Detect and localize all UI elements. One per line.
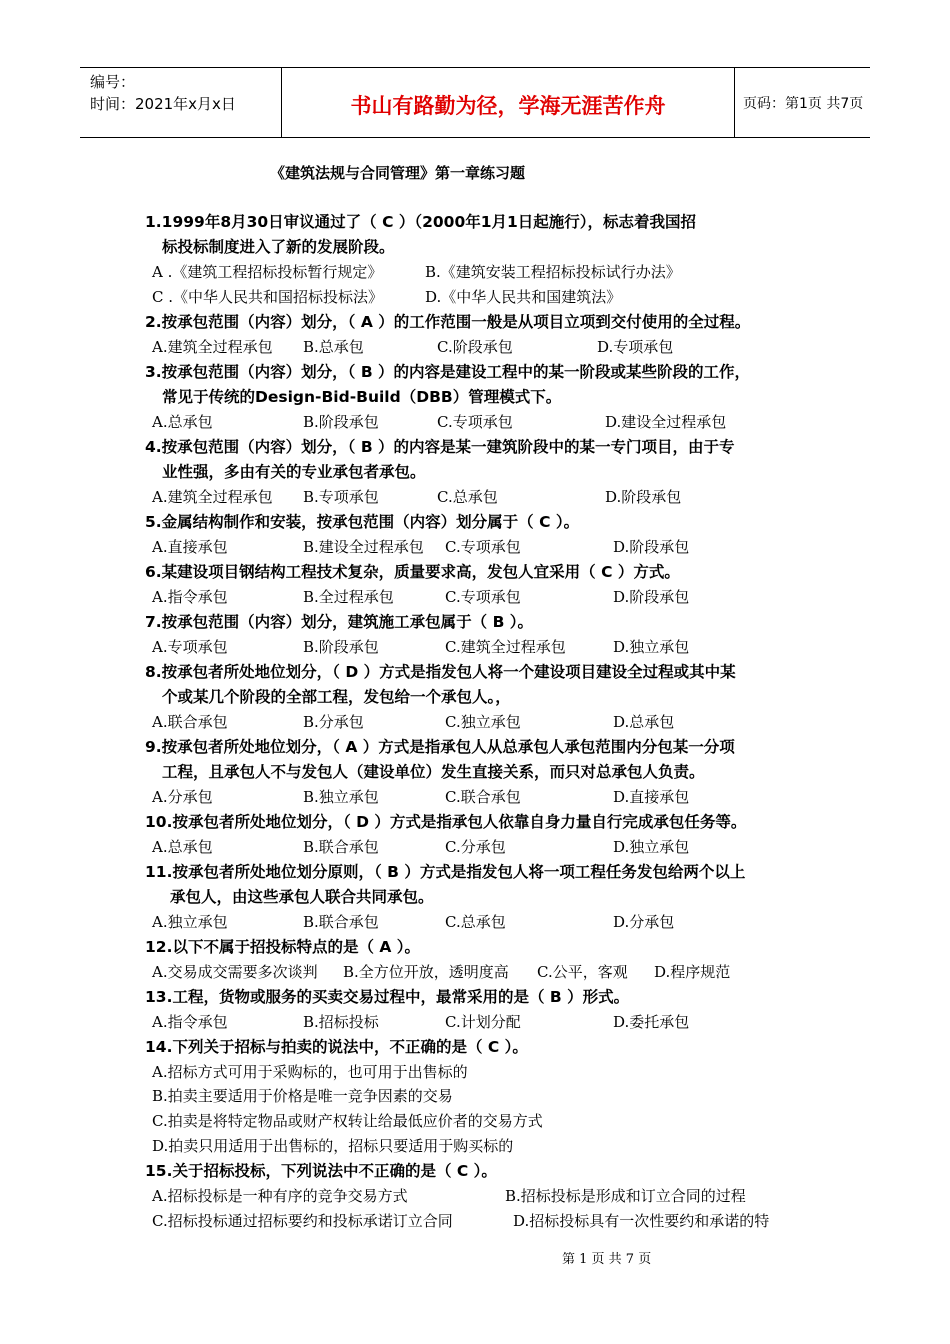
- question-8-line-2: 个或某几个阶段的全部工程，发包给一个承包人。，: [162, 688, 511, 706]
- question-8-option-b: B.分承包: [303, 713, 364, 731]
- page-footer: 第 1 页 共 7 页: [562, 1252, 652, 1267]
- question-2-option-c: C.阶段承包: [437, 338, 513, 356]
- question-7-option-a: A.专项承包: [152, 638, 228, 656]
- question-3-option-a: A.总承包: [152, 413, 213, 431]
- question-5-line-1: 5.金属结构制作和安装，按承包范围（内容）划分属于（ C ）。: [145, 513, 580, 531]
- question-1-option-a: A .《建筑工程招标投标暂行规定》: [152, 263, 383, 281]
- question-9-option-b: B.独立承包: [303, 788, 379, 806]
- question-14-option-c: C.拍卖是将特定物品或财产权转让给最低应价者的交易方式: [152, 1112, 543, 1130]
- question-3-line-1: 3.按承包范围（内容）划分，（ B ）的内容是建设工程中的某一阶段或某些阶段的工作，: [145, 363, 751, 381]
- question-14-option-d: D.拍卖只用适用于出售标的，招标只要适用于购买标的: [152, 1137, 514, 1155]
- question-9-line-2: 工程，且承包人不与发包人（建设单位）发生直接关系，而只对总承包人负责。: [162, 763, 705, 781]
- question-1-option-c: C .《中华人民共和国招标投标法》: [152, 288, 384, 306]
- question-15-option-d: D.招标投标具有一次性要约和承诺的特: [513, 1212, 770, 1230]
- question-4-option-a: A.建筑全过程承包: [152, 488, 273, 506]
- document-time-label: 时间：2021年x月x日: [90, 95, 236, 113]
- question-14-option-a: A.招标方式可用于采购标的，也可用于出售标的: [152, 1063, 468, 1081]
- question-10-option-b: B.联合承包: [303, 838, 379, 856]
- question-2-option-d: D.专项承包: [597, 338, 674, 356]
- document-title: 《建筑法规与合同管理》第一章练习题: [270, 164, 526, 182]
- question-8-option-d: D.总承包: [613, 713, 675, 731]
- question-15-option-c: C.招标投标通过招标要约和投标承诺订立合同: [152, 1212, 453, 1230]
- question-2-line-1: 2.按承包范围（内容）划分，（ A ）的工作范围一般是从项目立项到交付使用的全过程。: [145, 313, 751, 331]
- question-3-line-2: 常见于传统的Design-Bid-Build（DBB）管理模式下。: [162, 388, 562, 406]
- question-4-option-c: C.总承包: [437, 488, 498, 506]
- question-11-option-a: A.独立承包: [152, 913, 228, 931]
- question-14-line-1: 14.下列关于招标与拍卖的说法中，不正确的是（ C ）。: [145, 1038, 528, 1056]
- question-6-option-a: A.指令承包: [152, 588, 228, 606]
- question-15-option-a: A.招标投标是一种有序的竞争交易方式: [152, 1187, 408, 1205]
- question-12-option-b: B.全方位开放，透明度高: [343, 963, 509, 981]
- question-3-option-c: C.专项承包: [437, 413, 513, 431]
- question-12-line-1: 12.以下不属于招投标特点的是（ A ）。: [145, 938, 420, 956]
- question-7-option-d: D.独立承包: [613, 638, 690, 656]
- question-1-line-2: 标投标制度进入了新的发展阶段。: [162, 238, 395, 256]
- question-2-option-b: B.总承包: [303, 338, 364, 356]
- question-6-option-d: D.阶段承包: [613, 588, 690, 606]
- question-15-option-b: B.招标投标是形成和订立合同的过程: [505, 1187, 746, 1205]
- question-14-option-b: B.拍卖主要适用于价格是唯一竞争因素的交易: [152, 1087, 453, 1105]
- question-3-option-d: D.建设全过程承包: [605, 413, 727, 431]
- question-2-option-a: A.建筑全过程承包: [152, 338, 273, 356]
- question-3-option-b: B.阶段承包: [303, 413, 379, 431]
- question-7-option-c: C.建筑全过程承包: [445, 638, 566, 656]
- header-page-cell: [735, 68, 870, 137]
- question-13-option-a: A.指令承包: [152, 1013, 228, 1031]
- question-5-option-a: A.直接承包: [152, 538, 228, 556]
- question-5-option-c: C.专项承包: [445, 538, 521, 556]
- question-10-option-a: A.总承包: [152, 838, 213, 856]
- question-8-option-c: C.独立承包: [445, 713, 521, 731]
- question-6-option-c: C.专项承包: [445, 588, 521, 606]
- question-1-line-1: 1.1999年8月30日审议通过了（ C ）（2000年1月1日起施行），标志着我国招: [145, 213, 697, 231]
- header-info-cell: [80, 68, 282, 137]
- question-10-option-c: C.分承包: [445, 838, 506, 856]
- document-number-label: 编号：: [90, 73, 136, 91]
- question-8-line-1: 8.按承包者所处地位划分，（ D ）方式是指发包人将一个建设项目建设全过程或其中某: [145, 663, 736, 681]
- question-13-option-b: B.招标投标: [303, 1013, 379, 1031]
- question-13-option-d: D.委托承包: [613, 1013, 690, 1031]
- question-11-option-d: D.分承包: [613, 913, 675, 931]
- question-9-line-1: 9.按承包者所处地位划分，（ A ）方式是指承包人从总承包人承包范围内分包某一分项: [145, 738, 735, 756]
- question-9-option-c: C.联合承包: [445, 788, 521, 806]
- question-7-line-1: 7.按承包范围（内容）划分，建筑施工承包属于（ B ）。: [145, 613, 534, 631]
- question-7-option-b: B.阶段承包: [303, 638, 379, 656]
- question-4-line-1: 4.按承包范围（内容）划分，（ B ）的内容是某一建筑阶段中的某一专门项目，由于专: [145, 438, 735, 456]
- question-12-option-c: C.公平，客观: [537, 963, 628, 981]
- question-10-line-1: 10.按承包者所处地位划分，（ D ）方式是指承包人依靠自身力量自行完成承包任务等。: [145, 813, 747, 831]
- question-11-option-b: B.联合承包: [303, 913, 379, 931]
- question-12-option-d: D.程序规范: [654, 963, 731, 981]
- question-15-line-1: 15.关于招标投标，下列说法中不正确的是（ C ）。: [145, 1162, 497, 1180]
- question-6-line-1: 6.某建设项目钢结构工程技术复杂，质量要求高，发包人宜采用（ C ）方式。: [145, 563, 680, 581]
- question-9-option-a: A.分承包: [152, 788, 213, 806]
- question-9-option-d: D.直接承包: [613, 788, 690, 806]
- question-6-option-b: B.全过程承包: [303, 588, 394, 606]
- question-4-option-d: D.阶段承包: [605, 488, 682, 506]
- question-10-option-d: D.独立承包: [613, 838, 690, 856]
- question-11-option-c: C.总承包: [445, 913, 506, 931]
- question-12-option-a: A.交易成交需要多次谈判: [152, 963, 318, 981]
- question-4-line-2: 业性强，多由有关的专业承包者承包。: [162, 463, 426, 481]
- question-11-line-1: 11.按承包者所处地位划分原则，（ B ）方式是指发包人将一项工程任务发包给两个以上: [145, 863, 746, 881]
- question-13-option-c: C.计划分配: [445, 1013, 521, 1031]
- question-4-option-b: B.专项承包: [303, 488, 379, 506]
- question-1-option-b: B.《建筑安装工程招标投标试行办法》: [425, 263, 681, 281]
- header-motto: 书山有路勤为径，学海无涯苦作舟: [350, 93, 666, 118]
- question-5-option-b: B.建设全过程承包: [303, 538, 424, 556]
- question-1-option-d: D.《中华人民共和国建筑法》: [425, 288, 622, 306]
- question-8-option-a: A.联合承包: [152, 713, 228, 731]
- page-header: [80, 67, 870, 138]
- header-page-number: 页码：第1页 共7页: [743, 96, 864, 112]
- question-13-line-1: 13.工程，货物或服务的买卖交易过程中，最常采用的是（ B ）形式。: [145, 988, 630, 1006]
- header-motto-cell: [282, 68, 735, 137]
- question-5-option-d: D.阶段承包: [613, 538, 690, 556]
- question-11-line-2: 承包人，由这些承包人联合共同承包。: [170, 888, 434, 906]
